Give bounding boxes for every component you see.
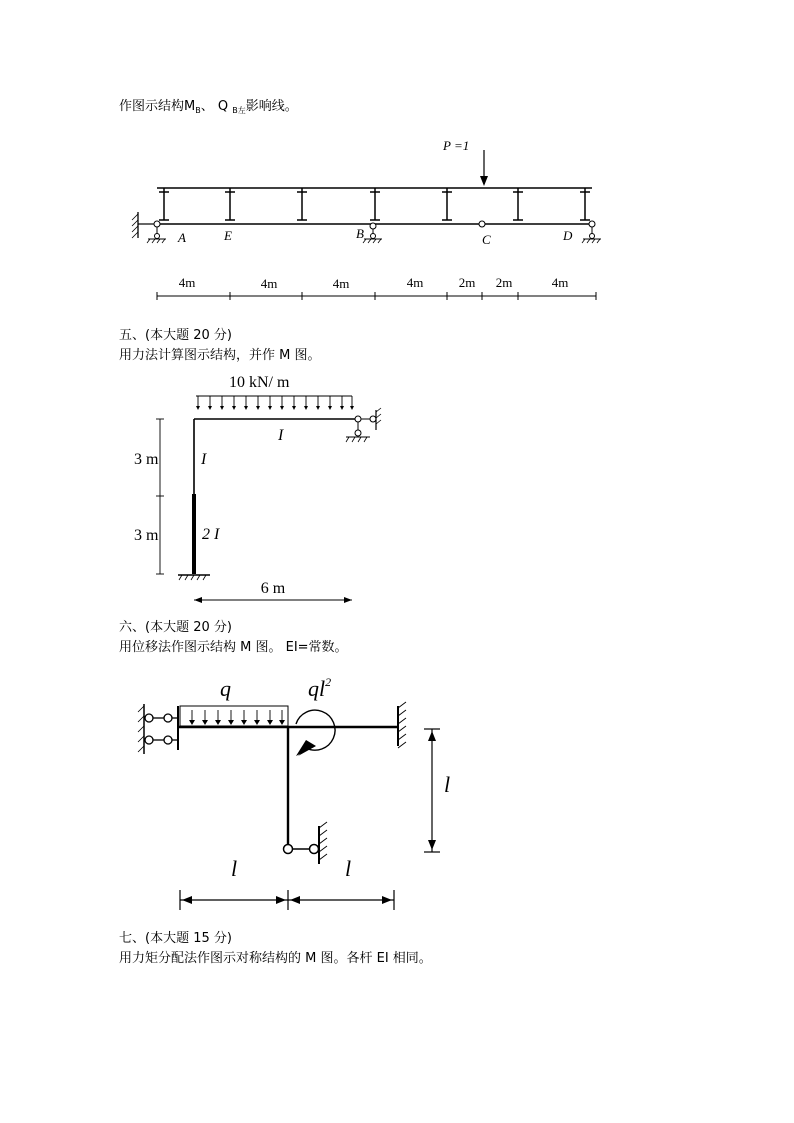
point-a-label: A <box>178 230 186 245</box>
q5-prompt: 用力法计算图示结构，并作 M 图。 <box>119 348 321 363</box>
width-label: 6 m <box>260 580 286 597</box>
span-7: 4m <box>551 275 569 290</box>
distributed-load-label: 10 kN/ m <box>229 374 290 391</box>
beam-inertia-label: I <box>278 427 284 444</box>
q6-prompt: 用位移法作图示结构 M 图。 EI=常数。 <box>119 640 348 655</box>
point-e-label: E <box>224 228 232 243</box>
q7-heading: 七、(本大题 15 分) <box>119 931 232 946</box>
span-4: 4m <box>406 275 424 290</box>
struts <box>159 188 590 220</box>
q6-frame-figure <box>130 664 460 916</box>
height-label: l <box>444 772 451 797</box>
q6-heading: 六、(本大题 20 分) <box>119 620 232 635</box>
height-1-label: 3 m <box>134 451 159 468</box>
point-c-label: C <box>482 232 491 247</box>
q4-prompt: 作图示结构$M_B$、 Q $_{B左}$影响线。 <box>119 99 298 115</box>
upper-column-inertia-label: I <box>201 451 207 468</box>
left-span-label: l <box>231 856 238 881</box>
span-6: 2m <box>495 275 513 290</box>
span-2: 4m <box>260 276 278 291</box>
lower-column-inertia-label: 2 I <box>202 526 220 543</box>
span-1: 4m <box>178 275 196 290</box>
span-5: 2m <box>458 275 476 290</box>
q4-beam-figure <box>120 130 620 310</box>
point-d-label: D <box>563 228 573 243</box>
q7-prompt: 用力矩分配法作图示对称结构的 M 图。各杆 EI 相同。 <box>119 951 432 966</box>
q-load-label: q <box>220 676 231 701</box>
unit-load-label: P =1 <box>443 138 470 153</box>
right-span-label: l <box>345 856 352 881</box>
span-3: 4m <box>332 276 350 291</box>
moment-label: $ql^2$ <box>308 675 332 701</box>
height-2-label: 3 m <box>134 527 159 544</box>
q5-frame-figure <box>120 368 410 608</box>
q5-heading: 五、(本大题 20 分) <box>119 328 232 343</box>
point-b-label: B <box>356 226 364 241</box>
